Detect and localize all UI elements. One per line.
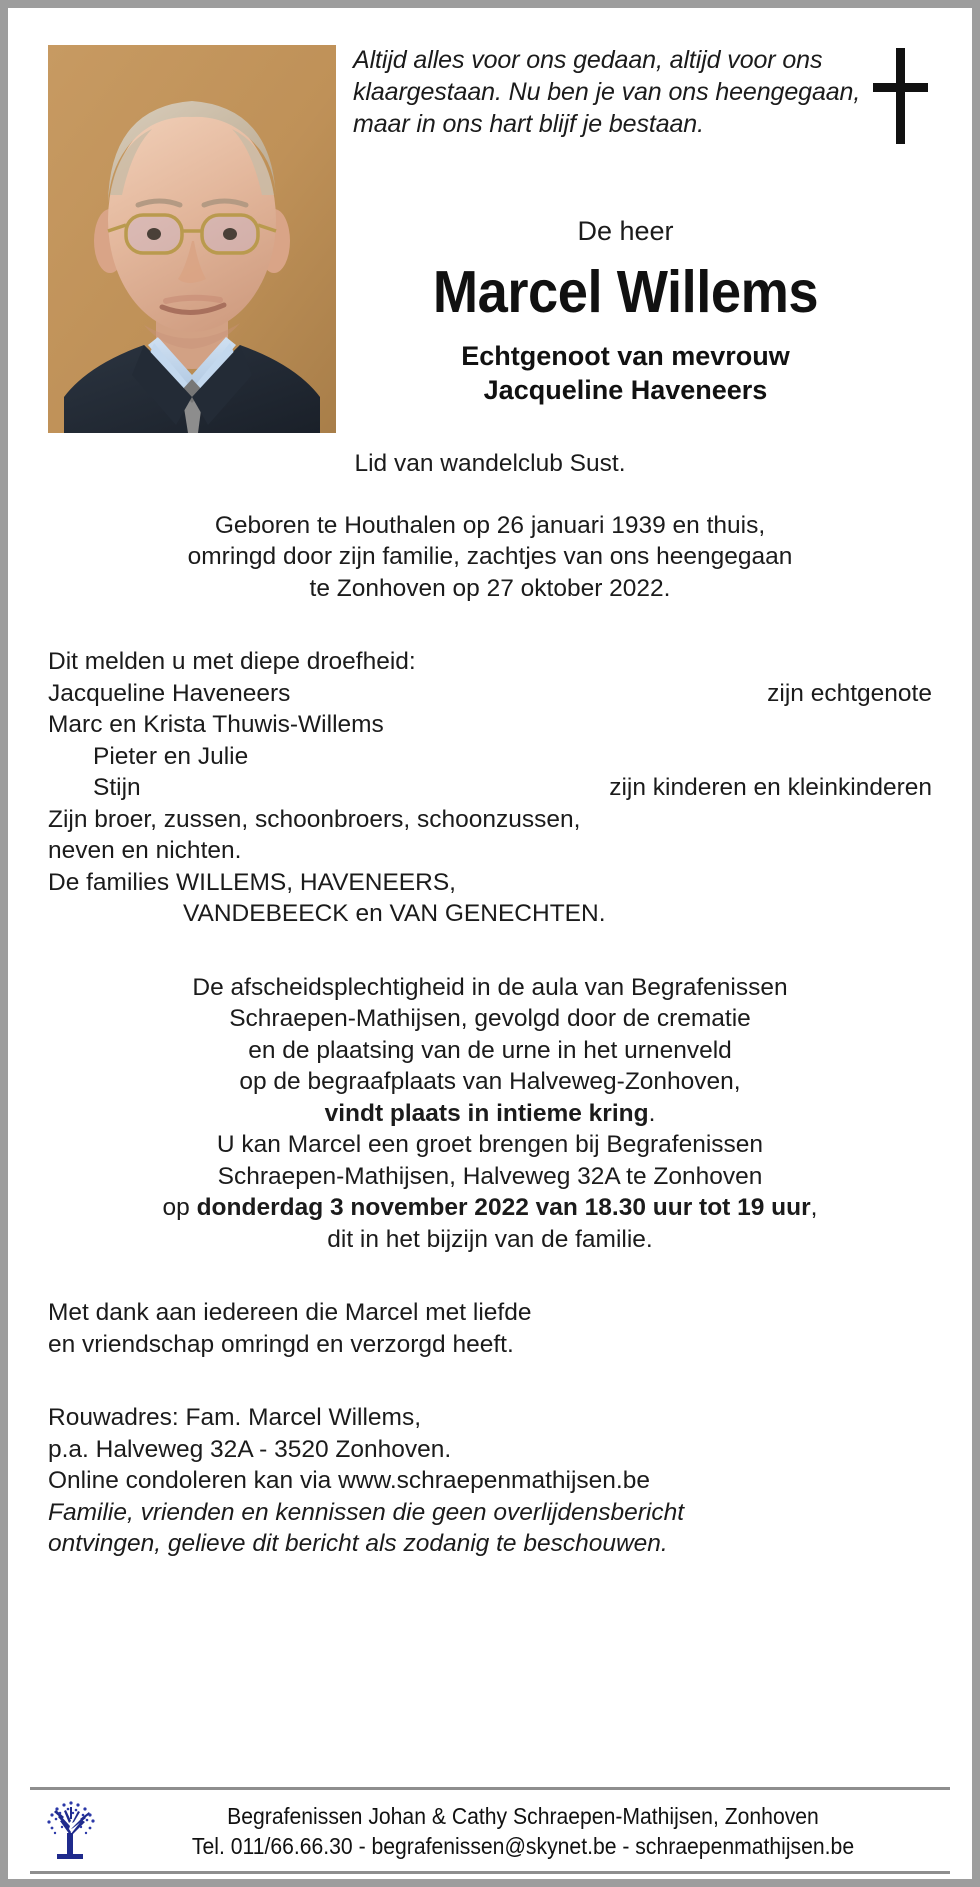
memorial-quote: Altijd alles voor ons gedaan, altijd voor ons klaargestaan. Nu ben je van ons heengegaan, maar in ons hart blijf je bestaan. [353,46,861,138]
footer-divider-bottom [30,1871,950,1874]
contact-line-2: p.a. Halveweg 32A - 3520 Zonhoven. [48,1435,452,1463]
footer [8,1779,972,1879]
roster-row [48,772,932,804]
roster-row [48,709,932,741]
portrait-photo [48,45,336,433]
roster-person: Stijn [93,774,141,801]
ceremony-date-line [48,1192,932,1224]
spouse-prefix: Echtgenoot van mevrouw [461,341,790,371]
roster-row [48,678,932,710]
relatives-line-1: Zijn broer, zussen, schoonbroers, schoonzussen, [48,805,581,833]
roster-person: Pieter en Julie [93,742,249,770]
header-section [8,8,972,448]
ceremony-date-tail: , [810,1194,818,1221]
life-line-1: Geboren te Houthalen op 26 januari 1939 en thuis, [214,511,766,539]
ceremony-intimate-bold: vindt plaats in intieme kring [324,1099,649,1127]
roster-row [48,741,932,773]
ceremony-intimate-tail: . [648,1099,656,1127]
contact-online-line: Online condoleren kan via www.schraepenmathijsen.be [48,1467,650,1494]
footer-divider-top [30,1787,950,1790]
honorific: De heer [577,216,674,246]
footer-line-2: Tel. 011/66.66.30 - begrafenissen@skynet.be - schraepenmathijsen.be [191,1833,855,1859]
roster-relation: zijn kinderen en kleinkinderen [609,774,932,801]
announcement-intro: Dit melden u met diepe droefheid: [48,648,416,675]
tree-logo-icon [38,1799,104,1865]
title-block [353,213,898,407]
roster-person: Jacqueline Haveneers [48,679,291,707]
ceremony-intimate-line [48,1098,932,1130]
ceremony-date-head: op [162,1194,197,1221]
life-line-2: omringd door zijn familie, zachtjes van ons heengegaan [187,543,793,570]
page-title: Marcel Willems [432,259,819,325]
roster-person: Marc en Krista Thuwis-Willems [48,711,384,738]
membership-line: Lid van wandelclub Sust. [354,450,626,477]
ceremony-line-1: De afscheidsplechtigheid in de aula van Begrafenissen [192,973,788,1001]
card-sheet [8,8,972,1879]
thanks-line-1: Met dank aan iedereen die Marcel met liefde [48,1299,532,1326]
body-text [8,448,972,1560]
families-line-1: De families WILLEMS, HAVENEERS, [48,868,456,896]
notice-line-1: Familie, vrienden en kennissen die geen overlijdensbericht [48,1498,685,1526]
ceremony-line-9: dit in het bijzijn van de familie. [327,1225,653,1253]
ceremony-line-7: Schraepen-Mathijsen, Halveweg 32A te Zonhoven [217,1162,763,1190]
footer-line-1: Begrafenissen Johan & Cathy Schraepen-Mathijsen, Zonhoven [227,1803,819,1829]
roster-relation: zijn echtgenote [767,679,932,707]
thanks-line-2: en vriendschap omringd en verzorgd heeft. [48,1330,514,1358]
latin-cross-icon [870,48,930,144]
spouse-name: Jacqueline Haveneers [483,375,768,405]
families-line-2: VANDEBEECK en VAN GENECHTEN. [183,900,606,927]
notice-line-2: ontvingen, gelieve dit bericht als zodanig te beschouwen. [48,1530,668,1557]
life-line-3: te Zonhoven op 27 oktober 2022. [309,574,671,602]
ceremony-line-6: U kan Marcel een groet brengen bij Begrafenissen [216,1131,764,1158]
ceremony-line-2: Schraepen-Mathijsen, gevolgd door de crematie [229,1005,751,1032]
ceremony-date-bold: donderdag 3 november 2022 van 18.30 uur tot 19 uur [196,1194,811,1221]
ceremony-line-3: en de plaatsing van de urne in het urnenveld [248,1036,732,1064]
footer-contact-info [141,1801,905,1861]
contact-line-1: Rouwadres: Fam. Marcel Willems, [48,1404,422,1431]
relatives-line-2: neven en nichten. [48,837,242,864]
ceremony-line-4: op de begraafplaats van Halveweg-Zonhoven, [239,1068,741,1095]
